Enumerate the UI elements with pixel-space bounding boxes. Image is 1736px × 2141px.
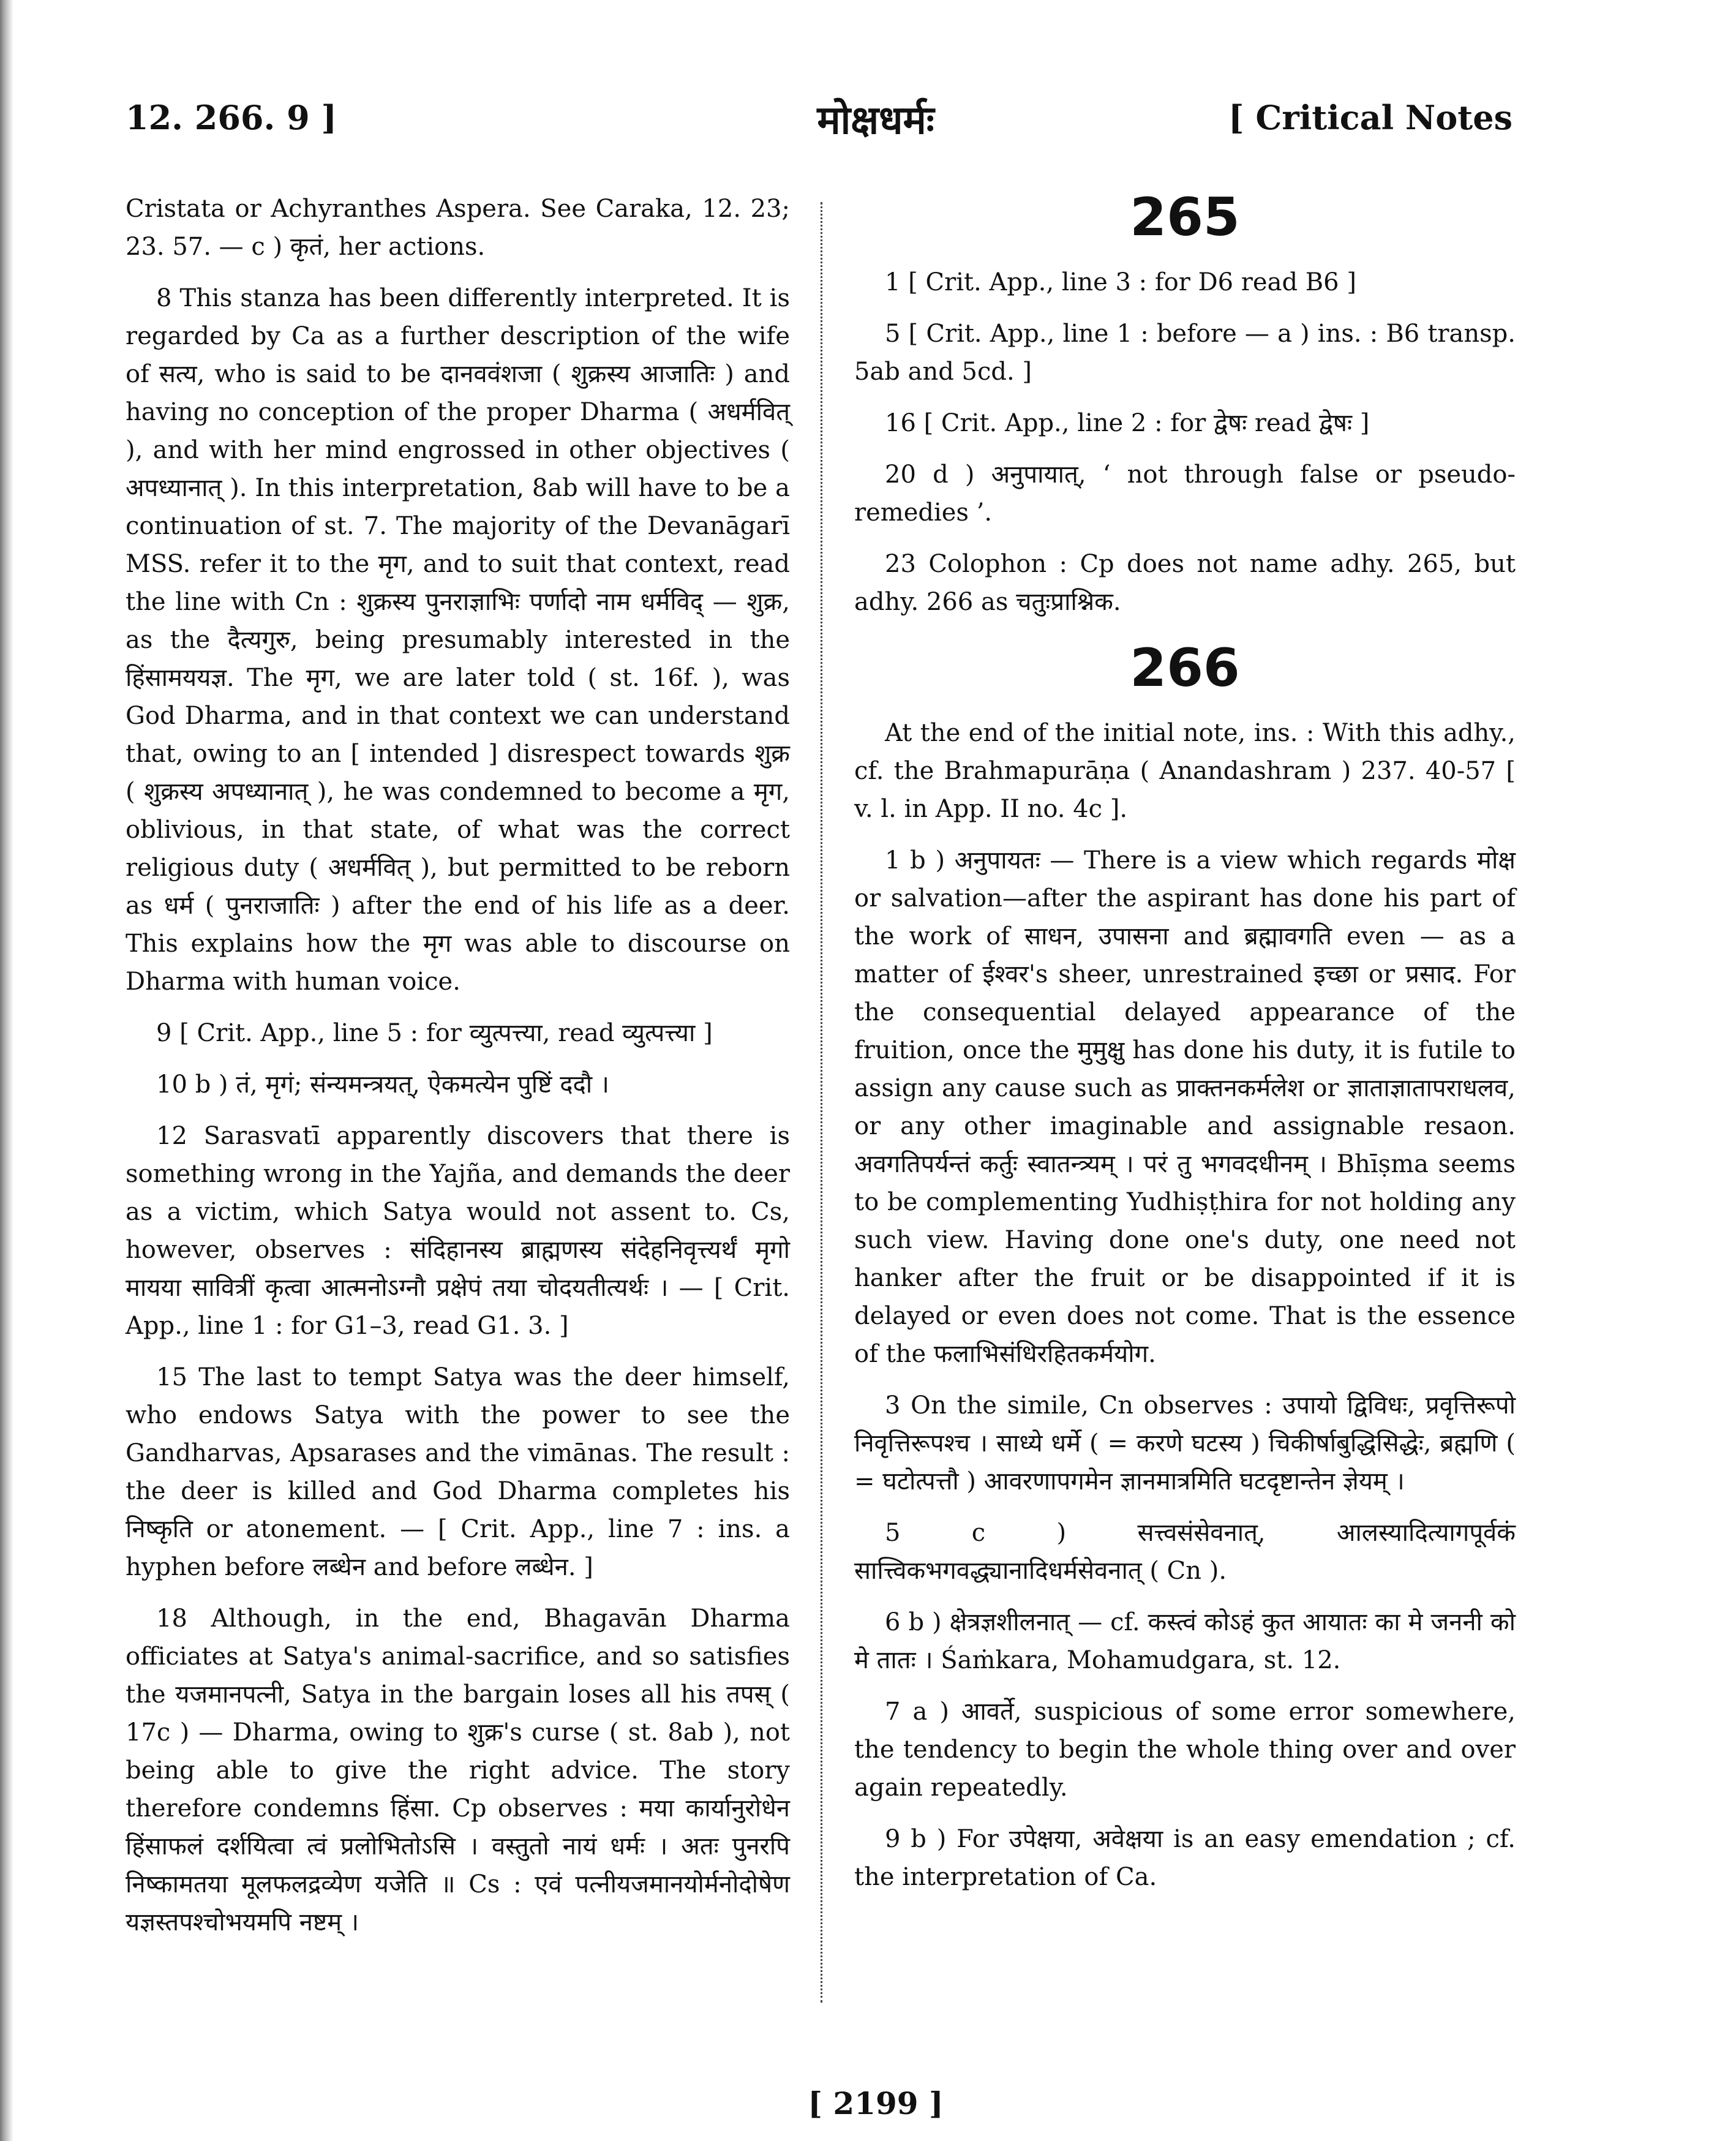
right-column [854, 187, 1516, 1910]
note-paragraph: 15 The last to tempt Satya was the deer himself, who endows Satya with the power to see the Gandharvas, Apsarases and the vimānas. The result : the deer is killed and God Dharma completes his निष्कृति or atonement. — [ Crit. App., line 7 : ins. a hyphen before लब्धेन and before लब्धेन. ] [126, 1363, 790, 1581]
note-paragraph: 5 c ) सत्त्वसंसेवनात्, आलस्यादित्यागपूर्वकं सात्त्विकभगवद्ध्यानादिधर्मसेवनात् ( Cn ). [854, 1519, 1516, 1585]
note-paragraph: 10 b ) तं, मृगं; संन्यमन्त्रयत्, ऐकमत्येन पुष्टिं ददौ । [156, 1070, 609, 1099]
note-paragraph: 18 Although, in the end, Bhagavān Dharma officiates at Satya's animal-sacrifice, and so satisfies the यजमानपत्नी, Satya in the bargain loses all his तपस् ( 17c ) — Dharma, owing to शुक्र's curse ( st. 8ab ), not being able to give the right advice. The story therefore condemns हिंसा. Cp observes : मया कार्यानुरोधेन हिंसाफलं दर्शयित्वा त्वं प्रलोभितोऽसि । वस्तुतो नायं धर्मः । अतः पुनरपि निष्कामतया मूलफलद्रव्येण यजेति ॥ Cs : एवं पत्नीयजमानयोर्मनोदोषेण यज्ञस्तपश्चोभयमपि नष्टम् । [126, 1605, 790, 1936]
left-column [126, 190, 790, 1955]
note-paragraph: 23 Colophon : Cp does not name adhy. 265, but adhy. 266 as चतुःप्राश्निक. [854, 550, 1516, 616]
running-head-title: मोक्षधर्मः [817, 97, 934, 143]
running-head-section: [ Critical Notes [1228, 98, 1512, 137]
note-paragraph: 7 a ) आवर्ते, suspicious of some error somewhere, the tendency to begin the whole thing over and over again repeatedly. [854, 1698, 1516, 1802]
note-paragraph: 3 On the simile, Cn observes : उपायो द्विविधः, प्रवृत्तिरूपो निवृत्तिरूपश्च । साध्ये धर्मे ( = करणे घटस्य ) चिकीर्षाबुद्धिसिद्धेः, ब्रह्मणि ( = घटोत्पत्तौ ) आवरणापगमेन ज्ञानमात्रमिति घटदृष्टान्तेन ज्ञेयम् । [854, 1391, 1516, 1496]
note-paragraph: 6 b ) क्षेत्रज्ञशीलनात् — cf. कस्त्वं कोऽहं कुत आयातः का मे जननी को मे तातः । Śaṁkara, Mohamudgara, st. 12. [854, 1608, 1516, 1674]
note-paragraph: Cristata or Achyranthes Aspera. See Caraka, 12. 23; 23. 57. — c ) कृतं, her actions. [126, 195, 790, 261]
note-paragraph: 16 [ Crit. App., line 2 : for द्वेषः read द्वेषः ] [885, 409, 1370, 437]
note-paragraph: 20 d ) अनुपायात्, ‘ not through false or pseudo-remedies ’. [854, 461, 1516, 527]
note-paragraph: 9 [ Crit. App., line 5 : for व्युत्पत्त्या, read व्युत्पत्त्या ] [156, 1019, 713, 1047]
note-paragraph: 8 This stanza has been differently interpreted. It is regarded by Ca as a further description of the wife of सत्य, who is said to be दानववंशजा ( शुक्रस्य आजातिः ) and having no conception of the proper Dharma ( अधर्मवित् ), and with her mind engrossed in other objectives ( अपध्यानात् ). In this interpretation, 8ab will have to be a continuation of st. 7. The majority of the Devanāgarī MSS. refer it to the मृग, and to suit that context, read the line with Cn : शुक्रस्य पुनराज्ञाभिः पर्णादो नाम धर्मविद् — शुक्र, as the दैत्यगुरु, being presumably interested in the हिंसामययज्ञ. The मृग, we are later told ( st. 16f. ), was God Dharma, and in that context we can understand that, owing to an [ intended ] disrespect towards शुक्र ( शुक्रस्य अपध्यानात् ), he was condemned to become a मृग, oblivious, in that state, of what was the correct religious duty ( अधर्मवित् ), but permitted to be reborn as धर्म ( पुनराजातिः ) after the end of his life as a deer. This explains how the मृग was able to discourse on Dharma with human voice. [126, 284, 790, 996]
note-paragraph: 5 [ Crit. App., line 1 : before — a ) ins. : B6 transp. 5ab and 5cd. ] [854, 320, 1516, 386]
section-heading-265: 265 [1130, 187, 1240, 248]
note-paragraph: 12 Sarasvatī apparently discovers that there is something wrong in the Yajña, and demands the deer as a victim, which Satya would not assent to. Cs, however, observes : संदिहानस्य ब्राह्मणस्य संदेहनिवृत्त्यर्थं मृगो मायया सावित्रीं कृत्वा आत्मनोऽग्नौ प्रक्षेपं तया चोदयतीत्यर्थः । — [ Crit. App., line 1 : for G1–3, read G1. 3. ] [126, 1122, 790, 1340]
running-head-reference: 12. 266. 9 ] [126, 98, 337, 137]
page-number: [ 2199 ] [808, 2085, 944, 2121]
scan-edge [0, 0, 13, 2141]
note-paragraph: At the end of the initial note, ins. : With this adhy., cf. the Brahmapurāṇa ( Anandashram ) 237. 40-57 [ v. l. in App. II no. 4c ]. [854, 719, 1516, 823]
note-paragraph: 9 b ) For उपेक्षया, अवेक्षया is an easy emendation ; cf. the interpretation of Ca. [854, 1825, 1516, 1891]
section-heading-266: 266 [1130, 638, 1240, 699]
column-divider [821, 202, 822, 2003]
note-paragraph: 1 [ Crit. App., line 3 : for D6 read B6 ] [885, 268, 1356, 296]
note-paragraph: 1 b ) अनुपायतः — There is a view which regards मोक्ष or salvation—after the aspirant has done his part of the work of साधन, उपासना and ब्रह्मावगति even — as a matter of ईश्वर's sheer, unrestrained इच्छा or प्रसाद. For the consequential delayed appearance of the fruition, once the मुमुक्षु has done his duty, it is futile to assign any cause such as प्राक्तनकर्मलेश or ज्ञाताज्ञातापराधलव, or any other imaginable and assignable resaon. अवगतिपर्यन्तं कर्तुः स्वातन्त्र्यम् । परं तु भगवदधीनम् । Bhīṣma seems to be complementing Yudhiṣṭhira for not holding any such view. Having done one's duty, one need not hanker after the fruit or be disappointed if it is delayed or even does not come. That is the essence of the फलाभिसंधिरहितकर्मयोग. [854, 846, 1516, 1368]
